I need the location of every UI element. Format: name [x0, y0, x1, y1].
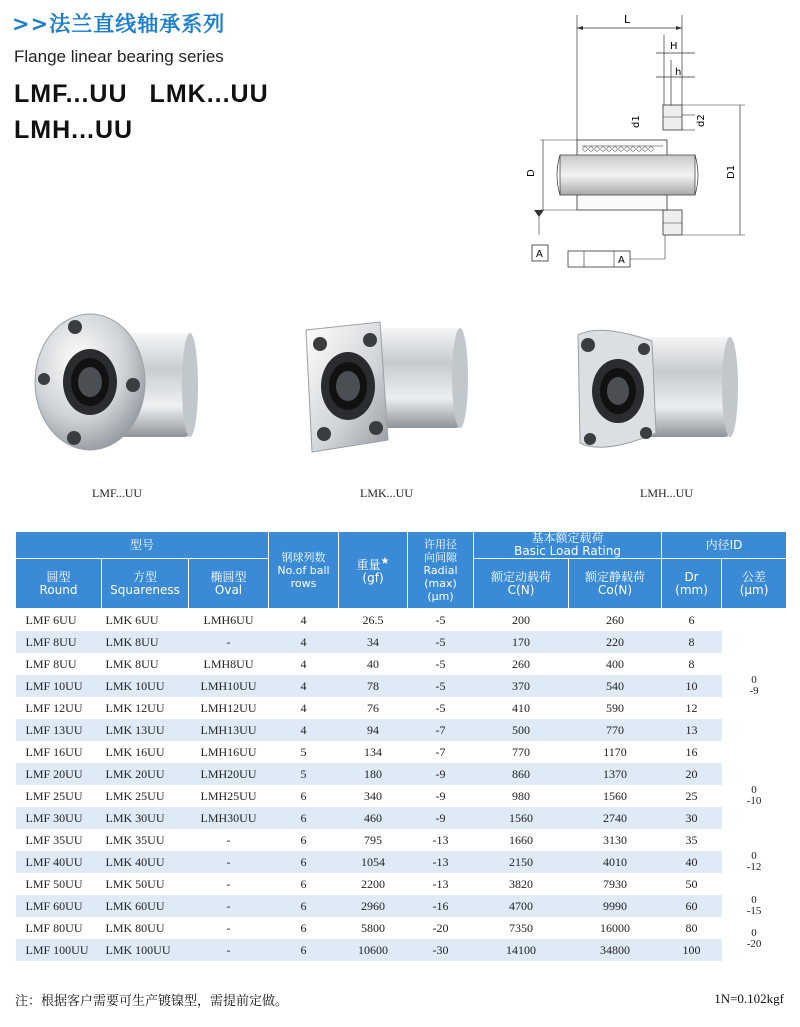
cell-round: LMF 40UU: [16, 851, 102, 873]
cell-square: LMK 10UU: [102, 675, 189, 697]
datum-a-label: A: [536, 249, 543, 260]
tolerance-cell: [722, 917, 787, 961]
series-title-en: Flange linear bearing series: [14, 47, 224, 66]
tolerance-upper: 0: [751, 894, 757, 906]
header-static-load: 额定静载荷 Co(N): [569, 559, 662, 609]
model-lmh: LMH...UU: [14, 116, 134, 144]
cell-co: 16000: [569, 917, 662, 939]
cell-weight: 76: [339, 697, 408, 719]
cell-c: 770: [474, 741, 569, 763]
header-tolerance: 公差 (μm): [722, 559, 787, 609]
cell-square: LMK 80UU: [102, 917, 189, 939]
table-row: [16, 895, 787, 917]
cell-co: 590: [569, 697, 662, 719]
table-row: [16, 785, 787, 807]
technical-drawing: [520, 5, 795, 275]
spec-table: [15, 531, 787, 961]
tolerance-upper: 0: [751, 674, 757, 686]
tolerance-lower: -12: [746, 861, 762, 873]
cell-radial: -13: [408, 829, 474, 851]
header-round: 圆型 Round: [16, 559, 102, 609]
cell-dr: 10: [662, 675, 722, 697]
tolerance-lower: -15: [746, 905, 762, 917]
cell-weight: 78: [339, 675, 408, 697]
table-row: [16, 851, 787, 873]
cell-square: LMK 13UU: [102, 719, 189, 741]
cell-weight: 180: [339, 763, 408, 785]
table-row: [16, 653, 787, 675]
cell-dr: 6: [662, 609, 722, 632]
cell-round: LMF 20UU: [16, 763, 102, 785]
cell-round: LMF 80UU: [16, 917, 102, 939]
cell-co: 1370: [569, 763, 662, 785]
cell-oval: -: [189, 851, 269, 873]
cell-radial: -30: [408, 939, 474, 961]
tolerance-cell: [722, 609, 787, 764]
cell-radial: -9: [408, 763, 474, 785]
cell-balls: 6: [269, 807, 339, 829]
cell-weight: 94: [339, 719, 408, 741]
cell-square: LMK 100UU: [102, 939, 189, 961]
cell-round: LMF 16UU: [16, 741, 102, 763]
cell-square: LMK 12UU: [102, 697, 189, 719]
table-row: [16, 829, 787, 851]
cell-round: LMF 35UU: [16, 829, 102, 851]
cell-oval: -: [189, 829, 269, 851]
cell-c: 1660: [474, 829, 569, 851]
cell-dr: 20: [662, 763, 722, 785]
cell-square: LMK 60UU: [102, 895, 189, 917]
cell-c: 370: [474, 675, 569, 697]
table-row: [16, 807, 787, 829]
cell-c: 980: [474, 785, 569, 807]
cell-dr: 50: [662, 873, 722, 895]
table-row: [16, 719, 787, 741]
cell-dr: 12: [662, 697, 722, 719]
cell-balls: 6: [269, 917, 339, 939]
cell-co: 34800: [569, 939, 662, 961]
spec-table-body: [16, 609, 787, 962]
cell-dr: 100: [662, 939, 722, 961]
cell-radial: -20: [408, 917, 474, 939]
cell-balls: 4: [269, 675, 339, 697]
cell-oval: LMH12UU: [189, 697, 269, 719]
cell-oval: -: [189, 873, 269, 895]
cell-round: LMF 6UU: [16, 609, 102, 632]
header-id-group: 内径ID: [662, 532, 787, 559]
header-oval: 椭圆型 Oval: [189, 559, 269, 609]
cell-weight: 795: [339, 829, 408, 851]
cell-round: LMF 8UU: [16, 631, 102, 653]
unit-conversion: 1N=0.102kgf: [714, 991, 784, 1006]
table-row: [16, 763, 787, 785]
cell-c: 410: [474, 697, 569, 719]
caption-lmh: LMH...UU: [640, 486, 693, 500]
header-dr: Dr (mm): [662, 559, 722, 609]
cell-c: 200: [474, 609, 569, 632]
tolerance-upper: 0: [751, 784, 757, 796]
cell-square: LMK 35UU: [102, 829, 189, 851]
cell-round: LMF 30UU: [16, 807, 102, 829]
cell-balls: 5: [269, 741, 339, 763]
cell-oval: -: [189, 631, 269, 653]
cell-balls: 4: [269, 609, 339, 632]
cell-radial: -5: [408, 675, 474, 697]
cell-dr: 13: [662, 719, 722, 741]
cell-balls: 6: [269, 895, 339, 917]
cell-c: 170: [474, 631, 569, 653]
cell-square: LMK 25UU: [102, 785, 189, 807]
cell-c: 7350: [474, 917, 569, 939]
cell-c: 4700: [474, 895, 569, 917]
caption-lmk: LMK...UU: [360, 486, 413, 500]
cell-balls: 4: [269, 697, 339, 719]
cell-radial: -5: [408, 697, 474, 719]
model-lmk: LMK...UU: [149, 80, 269, 108]
cell-weight: 34: [339, 631, 408, 653]
cell-co: 7930: [569, 873, 662, 895]
model-list: [14, 76, 291, 148]
table-row: [16, 741, 787, 763]
cell-radial: -5: [408, 653, 474, 675]
cell-c: 3820: [474, 873, 569, 895]
cell-oval: LMH20UU: [189, 763, 269, 785]
cell-weight: 1054: [339, 851, 408, 873]
cell-dr: 30: [662, 807, 722, 829]
cell-radial: -9: [408, 807, 474, 829]
cell-co: 3130: [569, 829, 662, 851]
cell-oval: LMH6UU: [189, 609, 269, 632]
dim-d1-upper-label: D1: [726, 164, 737, 179]
cell-co: 400: [569, 653, 662, 675]
cell-c: 860: [474, 763, 569, 785]
cell-balls: 6: [269, 829, 339, 851]
cell-balls: 4: [269, 719, 339, 741]
cell-weight: 134: [339, 741, 408, 763]
cell-oval: -: [189, 939, 269, 961]
dim-h-upper-label: H: [670, 41, 678, 52]
cell-round: LMF 8UU: [16, 653, 102, 675]
cell-c: 260: [474, 653, 569, 675]
cell-radial: -7: [408, 719, 474, 741]
cell-co: 540: [569, 675, 662, 697]
cell-dr: 8: [662, 631, 722, 653]
cell-oval: LMH16UU: [189, 741, 269, 763]
cell-weight: 2200: [339, 873, 408, 895]
table-row: [16, 675, 787, 697]
cell-round: LMF 13UU: [16, 719, 102, 741]
cell-c: 14100: [474, 939, 569, 961]
cell-co: 770: [569, 719, 662, 741]
photo-lmk-square-flange: [288, 300, 488, 465]
cell-dr: 16: [662, 741, 722, 763]
cell-round: LMF 12UU: [16, 697, 102, 719]
cell-co: 9990: [569, 895, 662, 917]
cell-radial: -13: [408, 851, 474, 873]
cell-oval: LMH8UU: [189, 653, 269, 675]
cell-oval: LMH10UU: [189, 675, 269, 697]
cell-co: 2740: [569, 807, 662, 829]
dim-l-label: L: [624, 13, 631, 26]
footer-note: 注：根据客户需要可生产镀镍型，需提前定做。: [15, 994, 289, 1009]
cell-co: 260: [569, 609, 662, 632]
cell-square: LMK 40UU: [102, 851, 189, 873]
tolerance-lower: -10: [746, 795, 762, 807]
photo-lmf-round-flange: [30, 305, 200, 465]
tolerance-lower: -20: [746, 938, 762, 950]
cell-c: 2150: [474, 851, 569, 873]
cell-square: LMK 20UU: [102, 763, 189, 785]
cell-oval: LMH25UU: [189, 785, 269, 807]
cell-weight: 460: [339, 807, 408, 829]
cell-co: 220: [569, 631, 662, 653]
cell-balls: 6: [269, 939, 339, 961]
cell-dr: 8: [662, 653, 722, 675]
cell-balls: 4: [269, 653, 339, 675]
cell-radial: -13: [408, 873, 474, 895]
cell-weight: 26.5: [339, 609, 408, 632]
cell-round: LMF 10UU: [16, 675, 102, 697]
dim-h-lower-label: h: [675, 67, 682, 78]
cell-round: LMF 50UU: [16, 873, 102, 895]
header-weight: 重量★ (gf): [339, 532, 408, 609]
header-square: 方型 Squareness: [102, 559, 189, 609]
cell-balls: 6: [269, 851, 339, 873]
dim-d2-label: d2: [696, 114, 707, 127]
cell-oval: -: [189, 917, 269, 939]
cell-dr: 25: [662, 785, 722, 807]
cell-weight: 340: [339, 785, 408, 807]
cell-weight: 5800: [339, 917, 408, 939]
tolerance-upper: 0: [751, 927, 757, 939]
table-row: [16, 917, 787, 939]
cell-balls: 6: [269, 785, 339, 807]
cell-square: LMK 8UU: [102, 653, 189, 675]
cell-co: 4010: [569, 851, 662, 873]
header-ball-rows: 钢球列数 No.of ball rows: [269, 532, 339, 609]
cell-balls: 6: [269, 873, 339, 895]
cell-oval: LMH30UU: [189, 807, 269, 829]
cell-radial: -7: [408, 741, 474, 763]
header-radial: 许用径 向间隙 Radial (max) (μm): [408, 532, 474, 609]
table-row: [16, 697, 787, 719]
tolerance-lower: -9: [749, 685, 759, 697]
header-model: 型号: [16, 532, 269, 559]
cell-round: LMF 60UU: [16, 895, 102, 917]
table-row: [16, 939, 787, 961]
cell-weight: 10600: [339, 939, 408, 961]
model-lmf: LMF...UU: [14, 80, 128, 108]
cell-oval: LMH13UU: [189, 719, 269, 741]
tolerance-cell: [722, 763, 787, 829]
datum-ref-label: A: [618, 255, 625, 266]
cell-co: 1170: [569, 741, 662, 763]
tolerance-cell: [722, 829, 787, 895]
cell-dr: 80: [662, 917, 722, 939]
cell-square: LMK 6UU: [102, 609, 189, 632]
tolerance-upper: 0: [751, 850, 757, 862]
cell-c: 1560: [474, 807, 569, 829]
cell-round: LMF 100UU: [16, 939, 102, 961]
cell-round: LMF 25UU: [16, 785, 102, 807]
table-row: [16, 609, 787, 632]
cell-balls: 5: [269, 763, 339, 785]
cell-square: LMK 16UU: [102, 741, 189, 763]
series-title-cn: >>法兰直线轴承系列: [12, 12, 226, 36]
header-dynamic-load: 额定动载荷 C(N): [474, 559, 569, 609]
cell-weight: 40: [339, 653, 408, 675]
dim-d1-label: d1: [631, 115, 642, 128]
cell-radial: -5: [408, 631, 474, 653]
cell-dr: 40: [662, 851, 722, 873]
photo-lmh-oval-flange: [560, 315, 750, 465]
tolerance-cell: [722, 895, 787, 917]
table-row: [16, 873, 787, 895]
cell-balls: 4: [269, 631, 339, 653]
header-load-group: 基本额定载荷 Basic Load Rating: [474, 532, 662, 559]
table-row: [16, 631, 787, 653]
cell-oval: -: [189, 895, 269, 917]
cell-dr: 60: [662, 895, 722, 917]
cell-dr: 35: [662, 829, 722, 851]
cell-radial: -5: [408, 609, 474, 632]
cell-square: LMK 30UU: [102, 807, 189, 829]
cell-square: LMK 50UU: [102, 873, 189, 895]
dim-d-label: D: [526, 169, 537, 177]
caption-lmf: LMF...UU: [92, 486, 143, 500]
cell-radial: -9: [408, 785, 474, 807]
cell-co: 1560: [569, 785, 662, 807]
cell-c: 500: [474, 719, 569, 741]
cell-square: LMK 8UU: [102, 631, 189, 653]
cell-radial: -16: [408, 895, 474, 917]
cell-weight: 2960: [339, 895, 408, 917]
